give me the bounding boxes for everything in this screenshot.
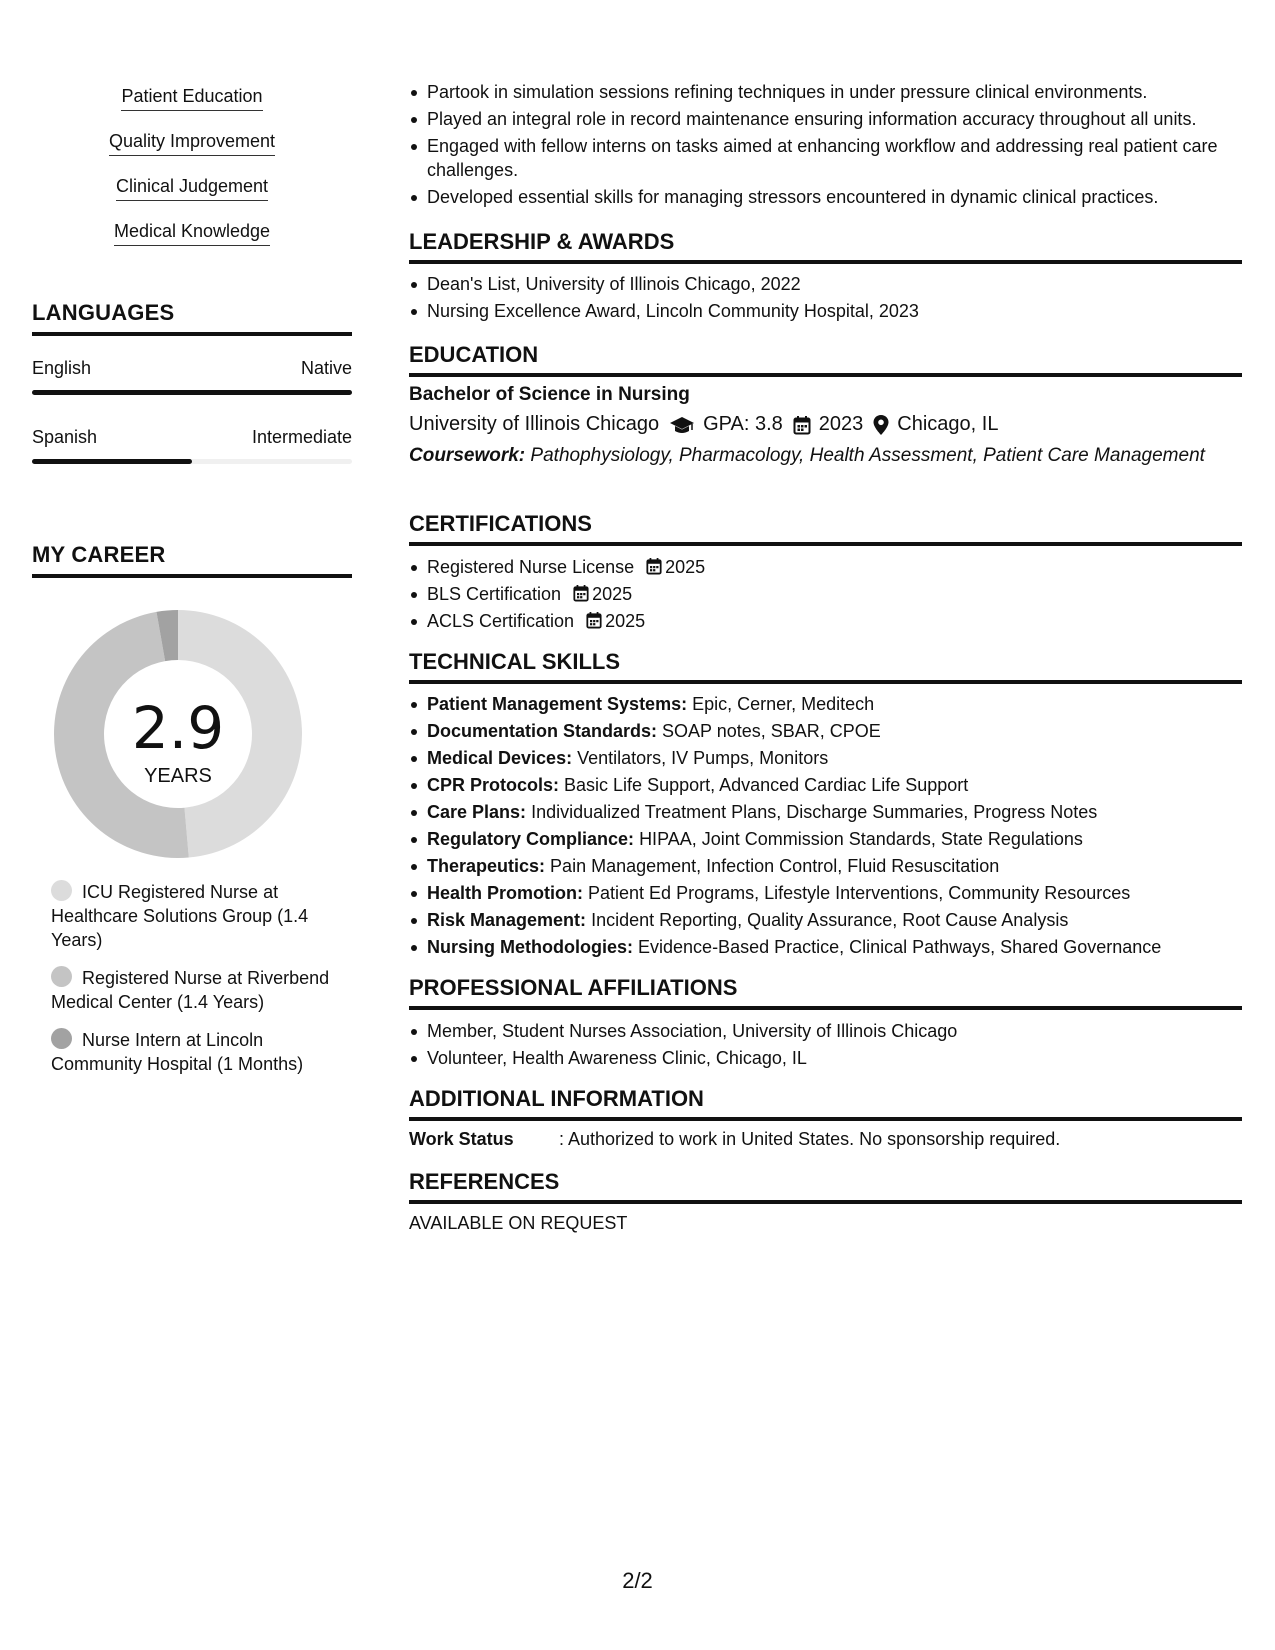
graduation-year: 2023 [818,413,864,435]
language-proficiency-bar [32,459,352,464]
school-name: University of Illinois Chicago [409,413,660,435]
page-number: 2/2 [622,1568,653,1593]
education-entry [409,384,1242,468]
references-text: AVAILABLE ON REQUEST [409,1213,628,1233]
career-donut-chart [54,610,302,858]
additional-info-heading: ADDITIONAL INFORMATION [409,1086,1242,1121]
strength-item: Clinical Judgement [32,176,352,221]
affiliations-list [409,1019,1242,1070]
list-item: BLS Certification 2025 [409,582,1242,606]
technical-skills-heading: TECHNICAL SKILLS [409,649,1242,684]
legend-dot [51,966,72,987]
education-heading: EDUCATION [409,342,1242,377]
legend-dot [51,880,72,901]
list-item: Patient Management Systems: Epic, Cerner, Meditech [409,692,1242,716]
gpa: GPA: 3.8 [703,413,783,435]
coursework-list: Pathophysiology, Pharmacology, Health Assessment, Patient Care Management [530,445,1205,466]
list-item: Regulatory Compliance: HIPAA, Joint Commission Standards, State Regulations [409,827,1242,851]
coursework-label: Coursework: [409,445,526,466]
awards-heading: LEADERSHIP & AWARDS [409,229,1242,264]
list-item: ACLS Certification 2025 [409,609,1242,633]
work-status-label: Work Status [409,1129,514,1149]
list-item: Nursing Excellence Award, Lincoln Community Hospital, 2023 [409,299,1242,323]
certifications-heading: CERTIFICATIONS [409,511,1242,546]
list-item: CPR Protocols: Basic Life Support, Advanced Cardiac Life Support [409,773,1242,797]
technical-skills-list [409,692,1242,959]
language-proficiency-bar [32,390,352,395]
list-item: Documentation Standards: SOAP notes, SBAR, CPOE [409,719,1242,743]
list-item: Risk Management: Incident Reporting, Quality Assurance, Root Cause Analysis [409,908,1242,932]
list-item: Medical Devices: Ventilators, IV Pumps, Monitors [409,746,1242,770]
affiliations-heading: PROFESSIONAL AFFILIATIONS [409,975,1242,1010]
language-proficiency-fill [32,459,192,464]
strength-item: Medical Knowledge [32,221,352,266]
list-item: Care Plans: Individualized Treatment Plans, Discharge Summaries, Progress Notes [409,800,1242,824]
education-details [409,413,1242,436]
career-legend-item: Registered Nurse at Riverbend Medical Center (1.4 Years) [51,968,330,1012]
language-spanish [32,427,352,464]
career-years-label: YEARS [144,765,212,787]
experience-bullets [409,80,1242,209]
strengths-list [32,86,352,266]
language-name: Spanish [32,427,98,447]
strength-item: Patient Education [32,86,352,131]
language-english [32,358,352,395]
calendar-icon [586,611,602,629]
career-heading: MY CAREER [32,542,352,578]
references-heading: REFERENCES [409,1169,1242,1204]
list-item: Volunteer, Health Awareness Clinic, Chicago, IL [409,1046,1242,1070]
language-name: English [32,358,92,378]
certifications-list [409,555,1242,633]
career-total-years: 2.9 [131,694,225,762]
coursework [409,444,1242,468]
list-item: Dean's List, University of Illinois Chicago, 2022 [409,272,1242,296]
language-level: Intermediate [251,427,352,447]
work-status-value: : Authorized to work in United States. No sponsorship required. [559,1129,1061,1149]
strength-item: Quality Improvement [32,131,352,176]
career-legend [51,880,341,1090]
location-pin-icon [873,415,889,435]
list-item: Developed essential skills for managing stressors encountered in dynamic clinical practices. [409,185,1242,209]
school-location: Chicago, IL [897,413,999,435]
list-item: Nursing Methodologies: Evidence-Based Practice, Clinical Pathways, Shared Governance [409,935,1242,959]
list-item: Engaged with fellow interns on tasks aimed at enhancing workflow and addressing real patient care challenges. [409,134,1242,182]
language-proficiency-fill [32,390,352,395]
list-item: Member, Student Nurses Association, University of Illinois Chicago [409,1019,1242,1043]
career-legend-item: ICU Registered Nurse at Healthcare Solutions Group (1.4 Years) [51,882,309,950]
list-item: Partook in simulation sessions refining techniques in under pressure clinical environments. [409,80,1242,104]
calendar-icon [793,415,811,435]
degree-title: Bachelor of Science in Nursing [409,384,690,405]
work-status-row [409,1129,1242,1150]
calendar-icon [646,557,662,575]
graduation-cap-icon [669,415,695,435]
calendar-icon [573,584,589,602]
list-item: Played an integral role in record maintenance ensuring information accuracy throughout all units. [409,107,1242,131]
awards-list [409,272,1242,323]
list-item: Therapeutics: Pain Management, Infection Control, Fluid Resuscitation [409,854,1242,878]
career-legend-item: Nurse Intern at Lincoln Community Hospital (1 Months) [51,1030,304,1074]
list-item: Health Promotion: Patient Ed Programs, Lifestyle Interventions, Community Resources [409,881,1242,905]
languages-heading: LANGUAGES [32,300,352,336]
legend-dot [51,1028,72,1049]
list-item: Registered Nurse License 2025 [409,555,1242,579]
language-level: Native [300,358,352,378]
